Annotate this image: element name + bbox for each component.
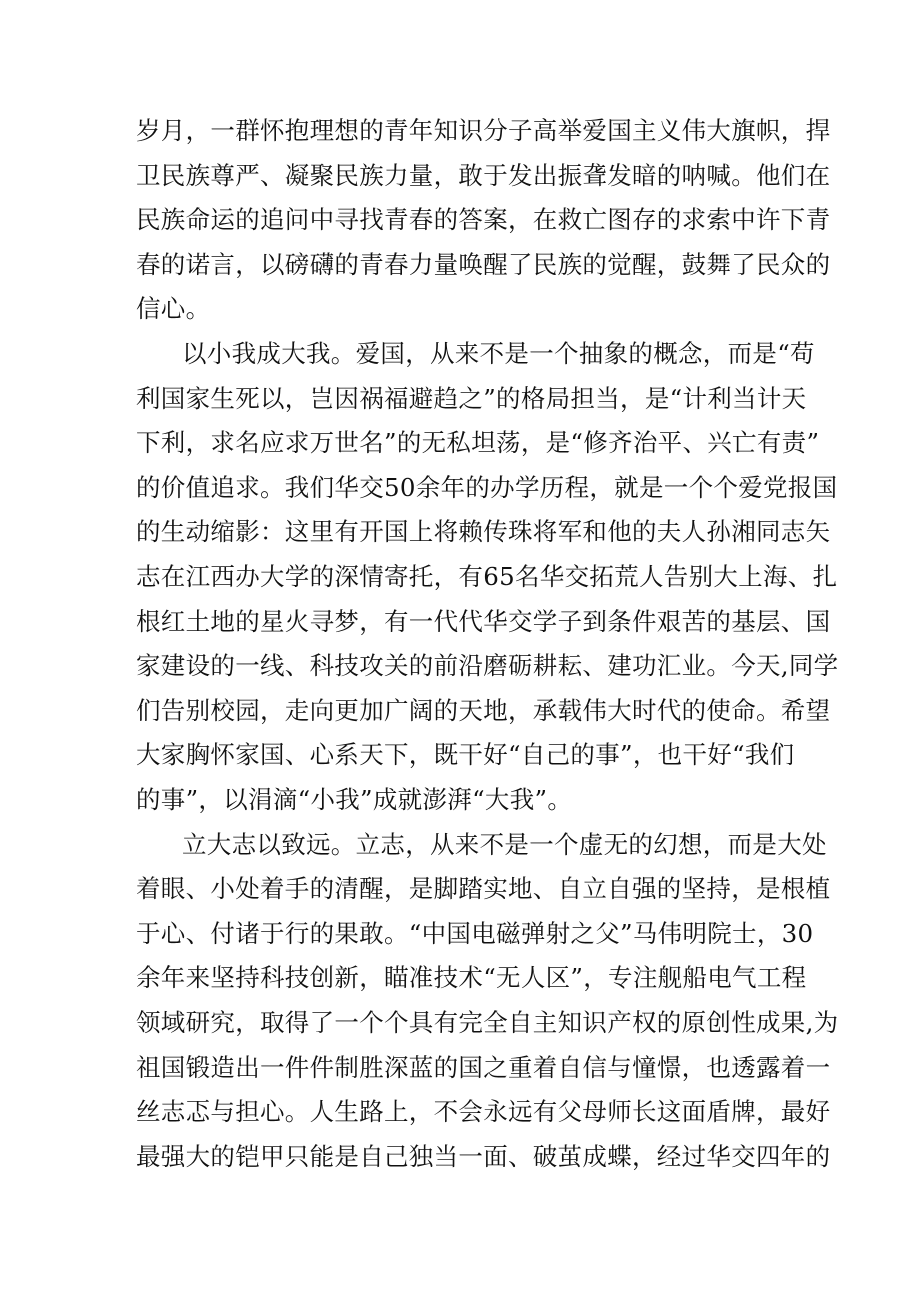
text-line: 家建设的一线、科技攻关的前沿磨砺耕耘、建功汇业。今天,同学 — [136, 651, 839, 680]
text-line: 志在江西办大学的深情寄托，有65名华交拓荒人告别大上海、扎 — [136, 562, 838, 591]
text-line: 们告别校园，走向更加广阔的天地，承载伟大时代的使命。希望 — [136, 696, 831, 725]
text-line: 于心、付诸于行的果敢。“中国电磁弹射之父”马伟明院士，30 — [136, 919, 814, 948]
text-line: 着眼、小处着手的清醒，是脚踏实地、自立自强的坚持，是根植 — [136, 874, 831, 903]
text-line: 春的诺言，以磅礴的青春力量唤醒了民族的觉醒，鼓舞了民众的 — [136, 250, 831, 279]
text-line: 丝志忑与担心。人生路上，不会永远有父母师长这面盾牌，最好 — [136, 1097, 831, 1126]
text-line: 民族命运的追问中寻找青春的答案，在救亡图存的求索中许下青 — [136, 205, 831, 234]
text-line: 的价值追求。我们华交50余年的办学历程，就是一个个爱党报国 — [136, 473, 838, 502]
text-line: 利国家生死以，岂因祸福避趋之”的格局担当，是“计利当计天 — [136, 384, 807, 413]
text-line: 的事”，以涓滴“小我”成就澎湃“大我”。 — [136, 785, 573, 814]
text-line: 的生动缩影：这里有开国上将赖传珠将军和他的夫人孙湘同志矢 — [136, 517, 831, 546]
text-line: 岁月，一群怀抱理想的青年知识分子高举爱国主义伟大旗帜，捍 — [136, 116, 831, 145]
paragraph-heading-line: 立大志以致远。立志，从来不是一个虚无的幻想，而是大处 — [182, 830, 827, 859]
text-line: 根红土地的星火寻梦，有一代代华交学子到条件艰苦的基层、国 — [136, 607, 831, 636]
text-line: 下利，求名应求万世名”的无私坦荡，是“修齐治平、兴亡有责” — [136, 428, 820, 457]
text-line: 大家胸怀家国、心系天下，既干好“自己的事”，也干好“我们 — [136, 740, 795, 769]
text-line: 卫民族尊严、凝聚民族力量，敢于发出振聋发暗的呐喊。他们在 — [136, 161, 831, 190]
paragraph-heading-line: 以小我成大我。爱国，从来不是一个抽象的概念，而是“苟 — [182, 339, 815, 368]
text-line: 祖国锻造出一件件制胜深蓝的国之重着自信与憧憬，也透露着一 — [136, 1053, 831, 1082]
text-line: 领域研究，取得了一个个具有完全自主知识产权的原创性成果,为 — [136, 1008, 839, 1037]
text-line: 余年来坚持科技创新，瞄准技术“无人区”，专注舰船电气工程 — [136, 963, 807, 992]
text-line: 最强大的铠甲只能是自己独当一面、破茧成蝶，经过华交四年的 — [136, 1142, 831, 1171]
text-line: 信心。 — [136, 294, 211, 323]
